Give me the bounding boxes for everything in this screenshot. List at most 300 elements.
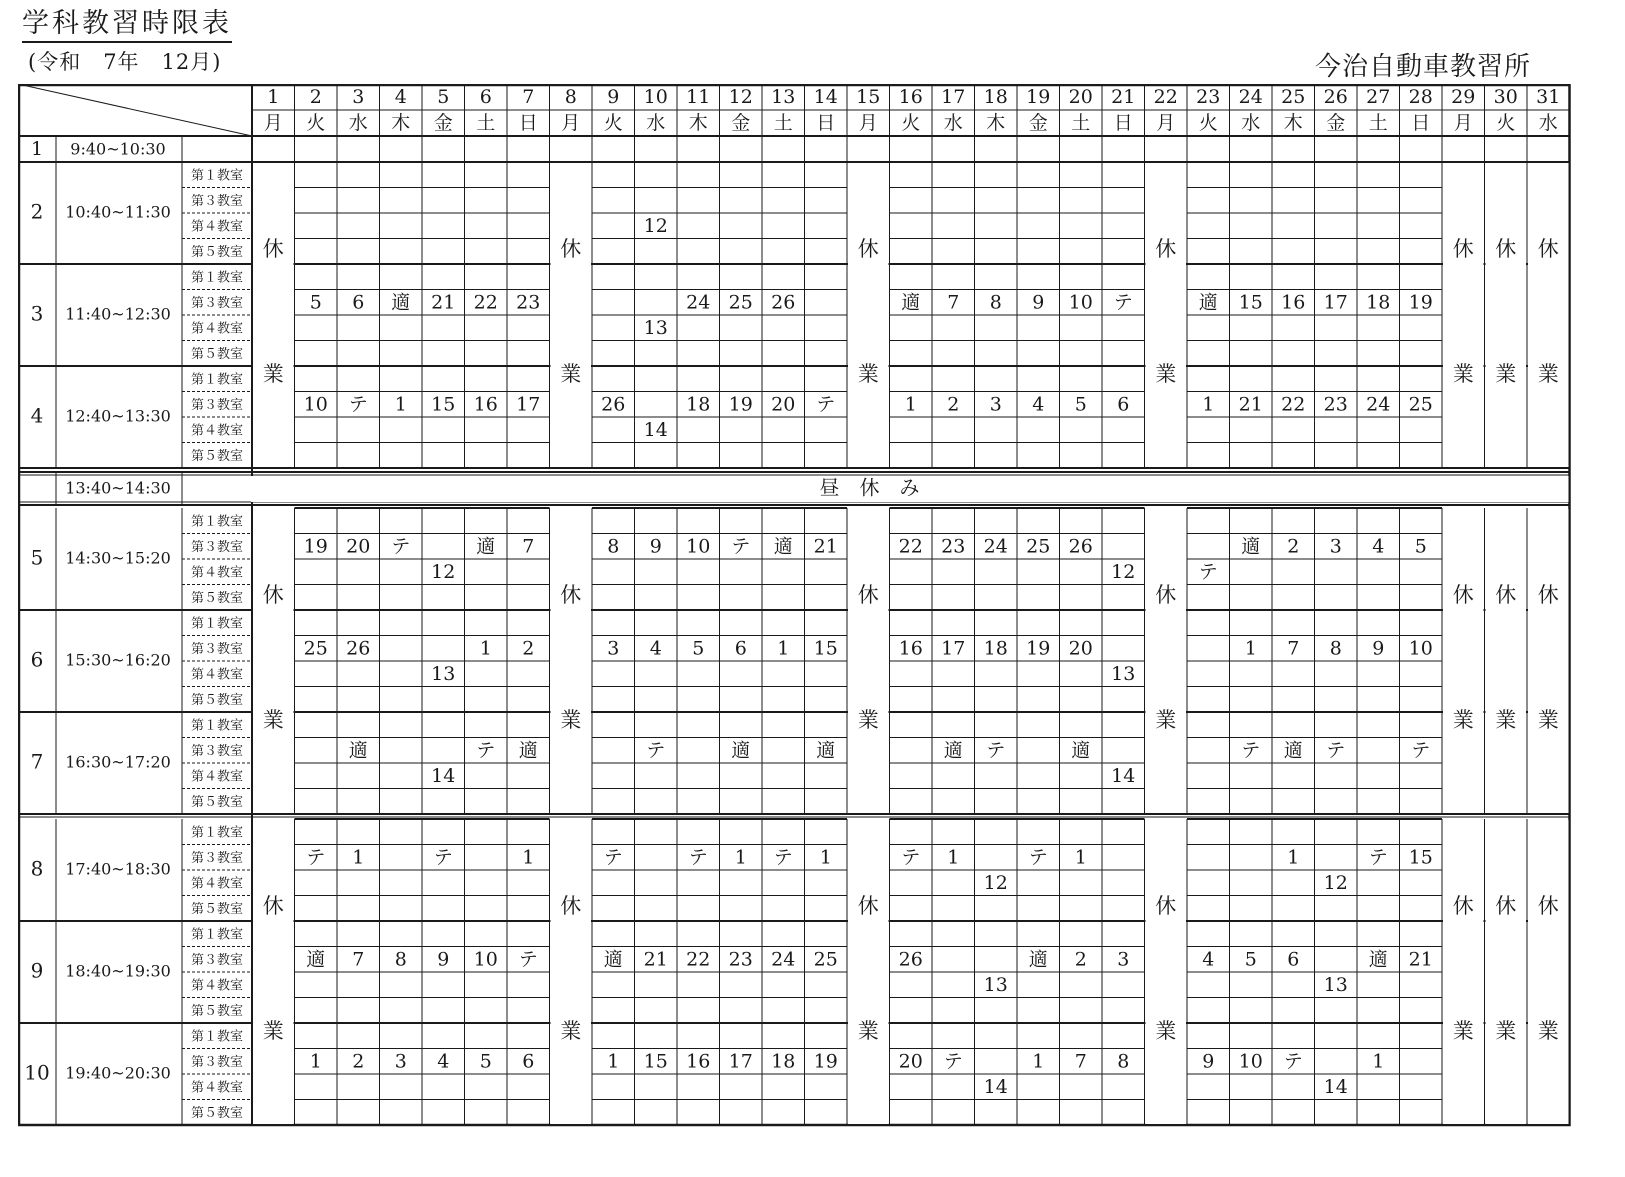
closed-label: 休	[857, 583, 879, 608]
closed-band	[1528, 820, 1569, 1124]
period-number: 4	[30, 403, 44, 428]
schedule-entry: 13	[643, 316, 668, 339]
schedule-entry: テ	[646, 739, 666, 762]
schedule-entry: 9	[1202, 1050, 1215, 1073]
day-number: 21	[1111, 86, 1136, 108]
room-label: 第１教室	[190, 718, 244, 734]
closed-label: 業	[560, 1019, 582, 1044]
closed-label: 休	[1452, 237, 1474, 262]
schedule-entry: 適	[901, 291, 921, 314]
day-number: 12	[728, 86, 753, 108]
closed-label: 業	[1537, 362, 1559, 387]
schedule-entry: 3	[607, 637, 620, 660]
schedule-entry: テ	[391, 535, 411, 558]
schedule-entry: 14	[431, 764, 456, 787]
schedule-entry: 10	[1068, 291, 1093, 314]
schedule-entry: テ	[476, 739, 496, 762]
closed-label: 休	[262, 237, 284, 262]
room-label: 第５教室	[190, 590, 244, 606]
schedule-entry: 2	[522, 637, 535, 660]
schedule-entry: 14	[1323, 1075, 1348, 1098]
day-number: 25	[1281, 86, 1306, 108]
weekday-label: 水	[943, 112, 963, 134]
weekday-label: 木	[986, 112, 1006, 134]
closed-band	[848, 509, 889, 813]
day-number: 22	[1153, 86, 1178, 108]
period-time: 17:40~18:30	[65, 859, 171, 879]
period-number: 3	[30, 301, 44, 326]
schedule-entry: 1	[522, 846, 535, 869]
day-number: 24	[1238, 86, 1263, 108]
schedule-entry: 適	[1028, 948, 1048, 971]
schedule-entry: 23	[1323, 393, 1348, 416]
room-label: 第５教室	[190, 1003, 244, 1019]
schedule-entry: 21	[431, 291, 456, 314]
schedule-entry: 1	[777, 637, 790, 660]
schedule-entry: 17	[516, 393, 541, 416]
schedule-entry: 24	[983, 535, 1008, 558]
day-number: 2	[309, 86, 322, 108]
period-time: 10:40~11:30	[65, 202, 171, 222]
schedule-entry: 4	[437, 1050, 450, 1073]
period-time: 14:30~15:20	[65, 548, 171, 568]
schedule-entry: 23	[516, 291, 541, 314]
weekday-label: 木	[391, 112, 411, 134]
schedule-entry: 13	[1323, 973, 1348, 996]
closed-band	[1146, 163, 1187, 467]
schedule-entry: 6	[1117, 393, 1130, 416]
weekday-label: 土	[1368, 112, 1388, 134]
closed-label: 休	[1495, 237, 1517, 262]
room-label: 第１教室	[190, 616, 244, 632]
schedule-entry: 適	[391, 291, 411, 314]
period-time: 18:40~19:30	[65, 961, 171, 981]
grid-line	[18, 84, 252, 136]
period-number: 2	[30, 199, 44, 224]
closed-band	[551, 509, 592, 813]
closed-label: 業	[262, 708, 284, 733]
day-number: 28	[1408, 86, 1433, 108]
schedule-entry: テ	[348, 393, 368, 416]
schedule-entry: テ	[1113, 291, 1133, 314]
closed-band	[1146, 509, 1187, 813]
weekday-label: 月	[858, 112, 878, 134]
day-number: 7	[522, 86, 535, 108]
schedule-entry: テ	[1368, 846, 1388, 869]
closed-label: 業	[857, 362, 879, 387]
schedule-entry: 適	[348, 739, 368, 762]
room-label: 第４教室	[190, 667, 244, 683]
schedule-entry: 1	[352, 846, 365, 869]
closed-label: 休	[1155, 237, 1177, 262]
weekday-label: 日	[518, 112, 538, 134]
schedule-entry: 19	[303, 535, 328, 558]
schedule-entry: 22	[686, 948, 711, 971]
closed-label: 休	[262, 894, 284, 919]
weekday-label: 月	[1453, 112, 1473, 134]
period-number: 7	[30, 749, 44, 774]
schedule-entry: 5	[1074, 393, 1087, 416]
schedule-entry: テ	[688, 846, 708, 869]
schedule-entry: 10	[686, 535, 711, 558]
period-time: 19:40~20:30	[65, 1063, 171, 1083]
weekday-label: 日	[816, 112, 836, 134]
schedule-entry: テ	[1326, 739, 1346, 762]
closed-label: 業	[1495, 1019, 1517, 1044]
period-time: 11:40~12:30	[65, 304, 171, 324]
schedule-entry: 1	[479, 637, 492, 660]
schedule-entry: 適	[773, 535, 793, 558]
schedule-entry: 1	[309, 1050, 322, 1073]
schedule-entry: 適	[1198, 291, 1218, 314]
schedule-entry: 4	[1372, 535, 1385, 558]
schedule-entry: 19	[1026, 637, 1051, 660]
schedule-entry: 26	[771, 291, 796, 314]
closed-band	[253, 509, 294, 813]
schedule-entry: 12	[1323, 871, 1348, 894]
schedule-entry: 20	[771, 393, 796, 416]
schedule-entry: 12	[431, 560, 456, 583]
schedule-entry: 26	[1068, 535, 1093, 558]
weekday-label: 日	[1113, 112, 1133, 134]
schedule-entry: 7	[1074, 1050, 1087, 1073]
schedule-entry: 1	[607, 1050, 620, 1073]
room-label: 第１教室	[190, 1029, 244, 1045]
schedule-entry: 1	[1032, 1050, 1045, 1073]
day-number: 10	[643, 86, 668, 108]
closed-label: 休	[857, 894, 879, 919]
weekday-label: 月	[1156, 112, 1176, 134]
schedule-entry: 1	[394, 393, 407, 416]
day-number: 14	[813, 86, 838, 108]
closed-band	[1528, 509, 1569, 813]
schedule-entry: 16	[473, 393, 498, 416]
schedule-entry: 18	[771, 1050, 796, 1073]
closed-label: 業	[560, 708, 582, 733]
closed-label: 業	[1537, 1019, 1559, 1044]
weekday-label: 水	[1538, 112, 1558, 134]
closed-label: 休	[1155, 894, 1177, 919]
schedule-entry: 8	[607, 535, 620, 558]
room-label: 第３教室	[190, 641, 244, 657]
schedule-entry: テ	[1241, 739, 1261, 762]
timetable-grid	[18, 84, 1608, 1144]
day-number: 29	[1451, 86, 1476, 108]
closed-label: 休	[262, 583, 284, 608]
period-number: 9	[30, 958, 44, 983]
room-label: 第３教室	[190, 743, 244, 759]
room-label: 第１教室	[190, 514, 244, 530]
closed-label: 業	[262, 362, 284, 387]
closed-band	[1528, 163, 1569, 467]
closed-label: 業	[1155, 708, 1177, 733]
day-number: 20	[1068, 86, 1093, 108]
weekday-label: 土	[1071, 112, 1091, 134]
schedule-entry: 1	[1202, 393, 1215, 416]
weekday-label: 水	[1241, 112, 1261, 134]
day-number: 18	[983, 86, 1008, 108]
schedule-entry: 8	[989, 291, 1002, 314]
schedule-entry: 6	[734, 637, 747, 660]
schedule-entry: 1	[1287, 846, 1300, 869]
closed-band	[1146, 820, 1187, 1124]
room-label: 第３教室	[190, 850, 244, 866]
room-label: 第５教室	[190, 346, 244, 362]
page-title: 学科教習時限表	[22, 8, 232, 43]
room-label: 第５教室	[190, 901, 244, 917]
schedule-entry: 12	[983, 871, 1008, 894]
day-number: 23	[1196, 86, 1221, 108]
weekday-label: 土	[476, 112, 496, 134]
schedule-entry: 8	[394, 948, 407, 971]
schedule-entry: 18	[1366, 291, 1391, 314]
period-time: 9:40~10:30	[70, 139, 166, 159]
schedule-entry: 9	[1372, 637, 1385, 660]
schedule-entry: 7	[1287, 637, 1300, 660]
schedule-entry: 14	[983, 1075, 1008, 1098]
schedule-entry: 適	[1283, 739, 1303, 762]
schedule-entry: 20	[346, 535, 371, 558]
schedule-entry: 16	[898, 637, 923, 660]
schedule-entry: 16	[686, 1050, 711, 1073]
closed-label: 業	[1452, 708, 1474, 733]
schedule-entry: 19	[813, 1050, 838, 1073]
schedule-entry: 適	[306, 948, 326, 971]
closed-label: 休	[560, 583, 582, 608]
schedule-entry: 15	[643, 1050, 668, 1073]
closed-band	[848, 163, 889, 467]
room-label: 第４教室	[190, 423, 244, 439]
schedule-entry: 2	[1287, 535, 1300, 558]
schedule-entry: 22	[473, 291, 498, 314]
day-number: 19	[1026, 86, 1051, 108]
schedule-entry: 適	[943, 739, 963, 762]
period-number: 6	[30, 647, 44, 672]
schedule-entry: 1	[734, 846, 747, 869]
closed-label: 休	[1495, 894, 1517, 919]
closed-label: 業	[857, 1019, 879, 1044]
period-number: 5	[30, 545, 44, 570]
schedule-entry: テ	[816, 393, 836, 416]
schedule-entry: 14	[643, 418, 668, 441]
schedule-entry: テ	[731, 535, 751, 558]
schedule-entry: 適	[476, 535, 496, 558]
schedule-entry: 適	[816, 739, 836, 762]
closed-label: 業	[1155, 1019, 1177, 1044]
schedule-entry: 13	[983, 973, 1008, 996]
day-number: 30	[1493, 86, 1518, 108]
schedule-entry: 26	[346, 637, 371, 660]
schedule-entry: 3	[1117, 948, 1130, 971]
room-label: 第３教室	[190, 295, 244, 311]
closed-label: 業	[262, 1019, 284, 1044]
closed-band	[551, 163, 592, 467]
closed-label: 業	[1495, 362, 1517, 387]
schedule-entry: 22	[1281, 393, 1306, 416]
schedule-entry: 9	[649, 535, 662, 558]
period-number: 1	[30, 138, 44, 160]
closed-band	[1486, 163, 1527, 467]
closed-band	[1486, 820, 1527, 1124]
period-time: 15:30~16:20	[65, 650, 171, 670]
weekday-label: 火	[901, 112, 921, 134]
room-label: 第５教室	[190, 692, 244, 708]
weekday-label: 火	[1198, 112, 1218, 134]
schedule-entry: 2	[947, 393, 960, 416]
day-number: 3	[352, 86, 365, 108]
schedule-entry: 5	[1414, 535, 1427, 558]
day-number: 26	[1323, 86, 1348, 108]
day-number: 15	[856, 86, 881, 108]
room-label: 第３教室	[190, 1054, 244, 1070]
closed-label: 休	[857, 237, 879, 262]
schedule-entry: 13	[1111, 662, 1136, 685]
room-label: 第１教室	[190, 825, 244, 841]
weekday-label: 月	[561, 112, 581, 134]
schedule-entry: 2	[1074, 948, 1087, 971]
weekday-label: 土	[773, 112, 793, 134]
closed-label: 業	[1452, 362, 1474, 387]
schedule-entry: 5	[1244, 948, 1257, 971]
period-time: 16:30~17:20	[65, 752, 171, 772]
schedule-entry: 5	[692, 637, 705, 660]
closed-label: 休	[1537, 237, 1559, 262]
room-label: 第５教室	[190, 244, 244, 260]
lunch-time: 13:40~14:30	[65, 478, 171, 498]
schedule-entry: 6	[1287, 948, 1300, 971]
room-label: 第３教室	[190, 539, 244, 555]
closed-label: 業	[1155, 362, 1177, 387]
schedule-entry: 6	[352, 291, 365, 314]
room-label: 第４教室	[190, 1080, 244, 1096]
schedule-entry: 14	[1111, 764, 1136, 787]
schedule-entry: テ	[986, 739, 1006, 762]
schedule-entry: 3	[1329, 535, 1342, 558]
schedule-entry: 12	[1111, 560, 1136, 583]
schedule-entry: 3	[394, 1050, 407, 1073]
schedule-entry: 15	[431, 393, 456, 416]
schedule-entry: 25	[1026, 535, 1051, 558]
schedule-entry: 13	[431, 662, 456, 685]
schedule-entry: 1	[947, 846, 960, 869]
day-number: 9	[607, 86, 620, 108]
room-label: 第１教室	[190, 168, 244, 184]
schedule-entry: テ	[433, 846, 453, 869]
room-label: 第４教室	[190, 876, 244, 892]
schedule-entry: 17	[728, 1050, 753, 1073]
weekday-label: 金	[1028, 112, 1048, 134]
closed-band	[1443, 820, 1484, 1124]
schedule-entry: テ	[518, 948, 538, 971]
schedule-entry: 18	[686, 393, 711, 416]
school-name: 今治自動車教習所	[1315, 52, 1532, 82]
schedule-entry: 適	[731, 739, 751, 762]
day-number: 8	[564, 86, 577, 108]
schedule-entry: 適	[603, 948, 623, 971]
schedule-entry: 4	[649, 637, 662, 660]
schedule-entry: 23	[941, 535, 966, 558]
day-number: 1	[267, 86, 280, 108]
day-number: 27	[1366, 86, 1391, 108]
schedule-entry: 25	[303, 637, 328, 660]
schedule-entry: 21	[813, 535, 838, 558]
closed-label: 休	[1537, 894, 1559, 919]
closed-band	[1443, 509, 1484, 813]
closed-label: 休	[1495, 583, 1517, 608]
room-label: 第５教室	[190, 1105, 244, 1121]
schedule-entry: 17	[941, 637, 966, 660]
schedule-entry: 26	[601, 393, 626, 416]
period-time: 12:40~13:30	[65, 406, 171, 426]
schedule-entry: 1	[819, 846, 832, 869]
schedule-entry: 15	[813, 637, 838, 660]
weekday-label: 火	[1496, 112, 1516, 134]
schedule-entry: 21	[1238, 393, 1263, 416]
schedule-entry: 26	[898, 948, 923, 971]
schedule-entry: 19	[728, 393, 753, 416]
schedule-entry: テ	[901, 846, 921, 869]
schedule-entry: 適	[518, 739, 538, 762]
schedule-entry: 17	[1323, 291, 1348, 314]
schedule-entry: 7	[522, 535, 535, 558]
closed-label: 休	[1537, 583, 1559, 608]
schedule-entry: 15	[1408, 846, 1433, 869]
schedule-entry: 10	[303, 393, 328, 416]
closed-label: 業	[857, 708, 879, 733]
room-label: 第１教室	[190, 270, 244, 286]
schedule-entry: 7	[947, 291, 960, 314]
room-label: 第４教室	[190, 978, 244, 994]
schedule-entry: 25	[813, 948, 838, 971]
schedule-entry: テ	[1411, 739, 1431, 762]
room-label: 第５教室	[190, 794, 244, 810]
room-label: 第４教室	[190, 565, 244, 581]
schedule-entry: 10	[1408, 637, 1433, 660]
weekday-label: 金	[1326, 112, 1346, 134]
schedule-entry: 19	[1408, 291, 1433, 314]
schedule-entry: 21	[1408, 948, 1433, 971]
day-number: 4	[394, 86, 407, 108]
schedule-entry: 5	[309, 291, 322, 314]
schedule-entry: 1	[1074, 846, 1087, 869]
schedule-entry: 1	[904, 393, 917, 416]
schedule-entry: 20	[898, 1050, 923, 1073]
schedule-entry: 15	[1238, 291, 1263, 314]
weekday-label: 木	[688, 112, 708, 134]
schedule-entry: 適	[1241, 535, 1261, 558]
schedule-entry: 9	[1032, 291, 1045, 314]
schedule-entry: 9	[437, 948, 450, 971]
schedule-entry: 6	[522, 1050, 535, 1073]
weekday-label: 水	[348, 112, 368, 134]
schedule-entry: 25	[728, 291, 753, 314]
room-label: 第３教室	[190, 952, 244, 968]
room-label: 第４教室	[190, 321, 244, 337]
schedule-entry: テ	[773, 846, 793, 869]
closed-band	[551, 820, 592, 1124]
schedule-entry: 8	[1329, 637, 1342, 660]
schedule-entry: 適	[1071, 739, 1091, 762]
schedule-entry: 24	[771, 948, 796, 971]
closed-label: 休	[1155, 583, 1177, 608]
schedule-entry: 10	[1238, 1050, 1263, 1073]
room-label: 第１教室	[190, 927, 244, 943]
schedule-entry: 8	[1117, 1050, 1130, 1073]
day-number: 5	[437, 86, 450, 108]
schedule-entry: 1	[1372, 1050, 1385, 1073]
page-subtitle: (令和 7年 12月)	[28, 50, 222, 74]
day-number: 31	[1536, 86, 1561, 108]
